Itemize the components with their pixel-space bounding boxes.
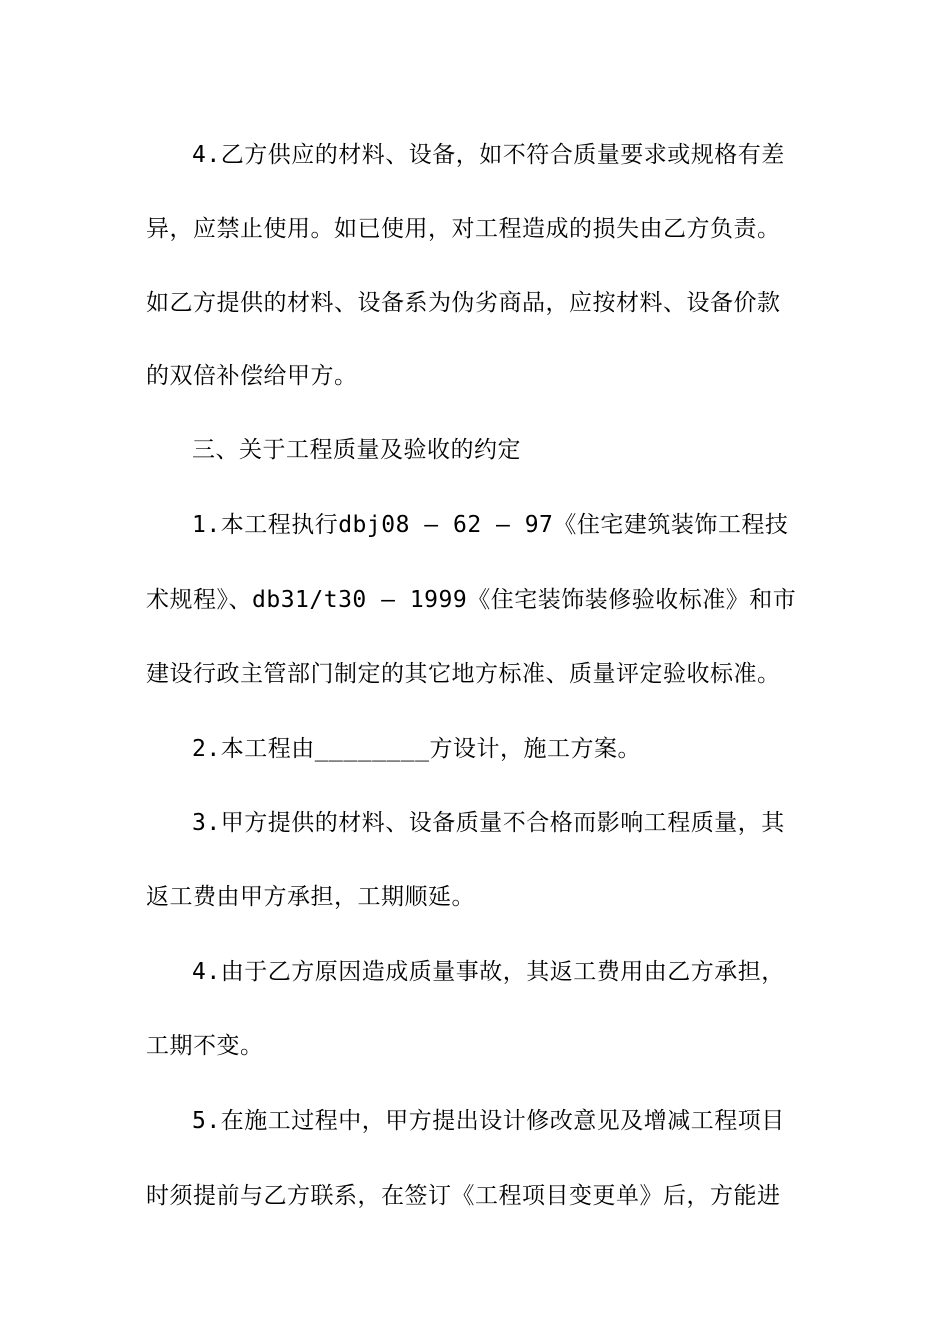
paragraph-line: 术规程》、db31/t30 – 1999《住宅装饰装修验收标准》和市: [146, 587, 797, 613]
paragraph-line: 异，应禁止使用。如已使用，对工程造成的损失由乙方负责。: [146, 216, 781, 242]
paragraph-line: 1.本工程执行dbj08 – 62 – 97《住宅建筑装饰工程技: [192, 512, 789, 538]
paragraph-line: 的双倍补偿给甲方。: [146, 363, 358, 389]
paragraph-line: 4.乙方供应的材料、设备，如不符合质量要求或规格有差: [192, 142, 785, 168]
paragraph-line: 返工费由甲方承担，工期顺延。: [146, 884, 475, 910]
paragraph-line: 时须提前与乙方联系，在签订《工程项目变更单》后，方能进: [146, 1183, 781, 1209]
paragraph-line: 建设行政主管部门制定的其它地方标准、质量评定验收标准。: [146, 661, 781, 687]
paragraph-line: 如乙方提供的材料、设备系为伪劣商品，应按材料、设备价款: [146, 290, 781, 316]
section-heading: 三、关于工程质量及验收的约定: [192, 437, 521, 463]
paragraph-line: 3.甲方提供的材料、设备质量不合格而影响工程质量，其: [192, 810, 785, 836]
paragraph-line: 4.由于乙方原因造成质量事故，其返工费用由乙方承担，: [192, 959, 785, 985]
paragraph-line: 5.在施工过程中，甲方提出设计修改意见及增减工程项目: [192, 1108, 785, 1134]
paragraph-line: 2.本工程由________方设计，施工方案。: [192, 736, 641, 762]
paragraph-line: 工期不变。: [146, 1033, 264, 1059]
